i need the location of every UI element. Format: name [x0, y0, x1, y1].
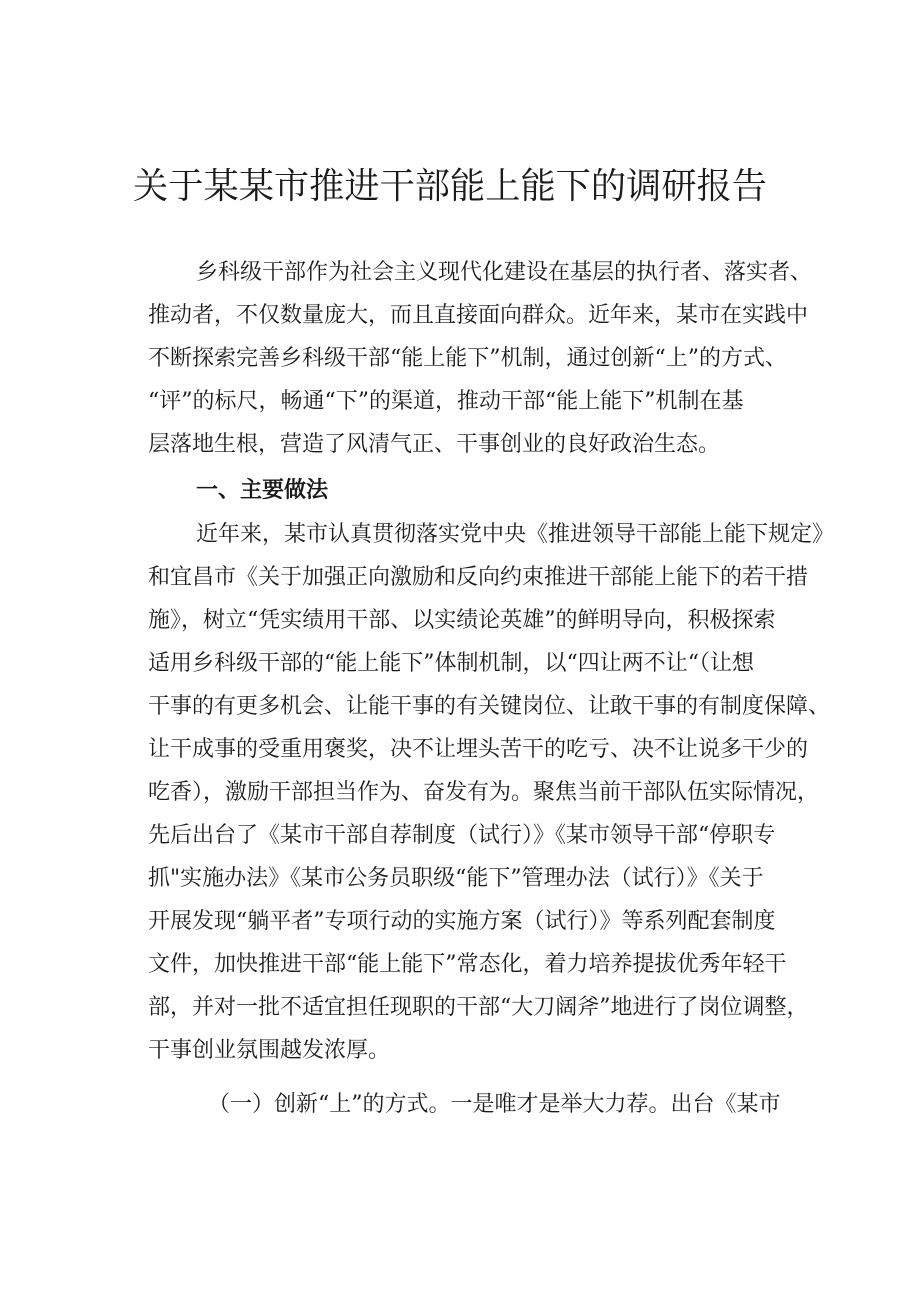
paragraph-line: 和宜昌市《关于加强正向激励和反向约束推进干部能上能下的若干措	[148, 565, 809, 590]
paragraph-line: 文件，加快推进干部“能上能下”常态化，着力培养提拔优秀年轻干	[148, 952, 787, 977]
paragraph-line: 干事的有更多机会、让能干事的有关键岗位、让敢干事的有制度保障、	[148, 694, 831, 719]
paragraph-line: “评”的标尺，畅通“下”的渠道，推动干部“能上能下”机制在基	[148, 389, 744, 414]
paragraph-line: 推动者，不仅数量庞大，而且直接面向群众。近年来，某市在实践中	[148, 303, 809, 328]
paragraph-line: 干事创业氛围越发浓厚。	[148, 1038, 391, 1063]
paragraph-line: 吃香），激励干部担当作为、奋发有为。聚焦当前干部队伍实际情况，	[148, 780, 820, 805]
paragraph-line: 近年来，某市认真贯彻落实党中央《推进领导干部能上能下规定》	[196, 522, 835, 547]
paragraph-line: 抓"实施办法》《某市公务员职级“能下”管理办法（试行）》《关于	[148, 866, 764, 891]
document-title: 关于某某市推进干部能上能下的调研报告	[133, 166, 767, 207]
paragraph-line: 开展发现“躺平者”专项行动的实施方案（试行）》等系列配套制度	[148, 909, 776, 934]
subsection-line: （一）创新“上”的方式。一是唯才是举大力荐。出台《某市	[208, 1092, 781, 1117]
paragraph-line: 层落地生根，营造了风清气正、干事创业的良好政治生态。	[148, 432, 721, 457]
paragraph-line: 部，并对一批不适宜担任现职的干部“大刀阔斧”地进行了岗位调整，	[148, 995, 809, 1020]
paragraph-line: 不断探索完善乡科级干部“能上能下”机制，通过创新“上”的方式、	[148, 346, 787, 371]
paragraph-line: 施》，树立“凭实绩用干部、以实绩论英雄”的鲜明导向，积极探索	[148, 608, 776, 633]
paragraph-line: 乡科级干部作为社会主义现代化建设在基层的执行者、落实者、	[196, 260, 813, 285]
paragraph-line: 先后出台了《某市干部自荐制度（试行）》《某市领导干部“停职专	[148, 823, 776, 848]
paragraph-line: 让干成事的受重用褒奖，决不让埋头苦干的吃亏、决不让说多干少的	[148, 737, 809, 762]
section-heading: 一、主要做法	[196, 478, 329, 503]
paragraph-line: 适用乡科级干部的“能上能下”体制机制，以“四让两不让“（让想	[148, 651, 754, 676]
